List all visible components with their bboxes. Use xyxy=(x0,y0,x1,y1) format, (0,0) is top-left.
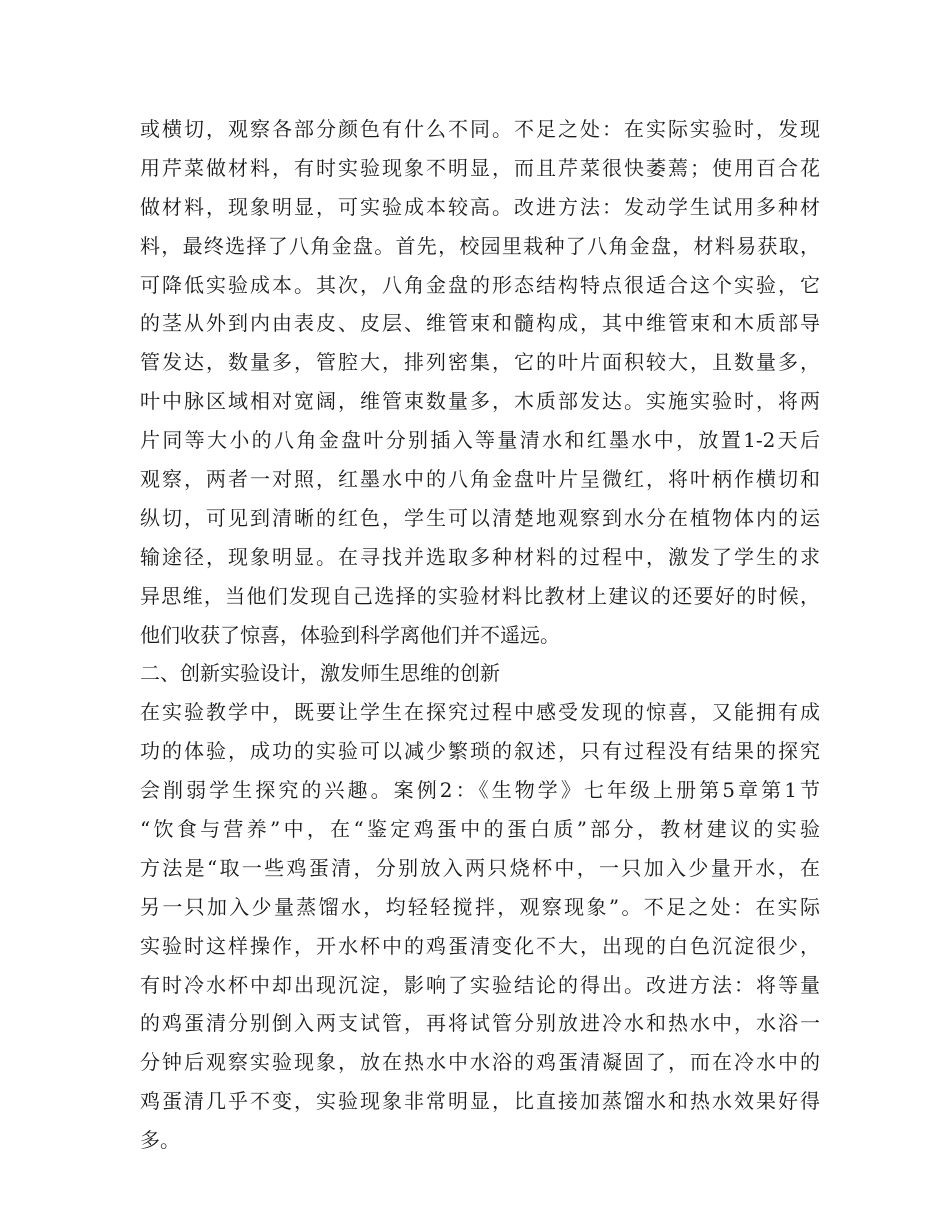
text-line: 观察，两者一对照，红墨水中的八角金盘叶片呈微红，将叶柄作横切和 xyxy=(140,467,820,492)
text-line: “饮食与营养”中，在“鉴定鸡蛋中的蛋白质”部分，教材建议的实验 xyxy=(140,817,820,842)
paragraph-2 xyxy=(140,693,820,1160)
text-line: 另一只加入少量蒸馏水，均轻轻搅拌，观察现象”。不足之处：在实际 xyxy=(140,894,820,919)
text-line: 或横切，观察各部分颜色有什么不同。不足之处：在实际实验时，发现 xyxy=(140,117,820,141)
text-line: 功的体验，成功的实验可以减少繁琐的叙述，只有过程没有结果的探究 xyxy=(140,739,820,764)
section-heading: 二、创新实验设计，激发师生思维的创新 xyxy=(140,661,500,686)
text-line: 有时冷水杯中却出现沉淀，影响了实验结论的得出。改进方法：将等量 xyxy=(140,972,820,997)
text-line: 异思维，当他们发现自己选择的实验材料比教材上建议的还要好的时候， xyxy=(140,583,820,608)
text-line: 的茎从外到内由表皮、皮层、维管束和髓构成，其中维管束和木质部导 xyxy=(140,311,820,336)
text-line: 在实验教学中，既要让学生在探究过程中感受发现的惊喜，又能拥有成 xyxy=(140,700,820,725)
text-line: 分钟后观察实验现象，放在热水中水浴的鸡蛋清凝固了，而在冷水中的 xyxy=(140,1050,820,1075)
text-line: 叶中脉区域相对宽阔，维管束数量多，木质部发达。实施实验时，将两 xyxy=(140,389,820,414)
text-line: 多。 xyxy=(140,1128,180,1153)
text-line: 料，最终选择了八角金盘。首先，校园里栽种了八角金盘，材料易获取， xyxy=(140,233,820,258)
text-line: 用芹菜做材料，有时实验现象不明显，而且芹菜很快萎蔫；使用百合花 xyxy=(140,155,820,180)
text-line: 会削弱学生探究的兴趣。案例2：《生物学》七年级上册第5章第1节 xyxy=(140,778,820,803)
text-line: 管发达，数量多，管腔大，排列密集，它的叶片面积较大，且数量多， xyxy=(140,350,820,375)
text-line: 纵切，可见到清晰的红色，学生可以清楚地观察到水分在植物体内的运 xyxy=(140,505,820,530)
text-line: 做材料，现象明显，可实验成本较高。改进方法：发动学生试用多种材 xyxy=(140,194,820,219)
text-line: 鸡蛋清几乎不变，实验现象非常明显，比直接加蒸馏水和热水效果好得 xyxy=(140,1089,820,1114)
document-body xyxy=(140,110,820,1160)
text-line: 他们收获了惊喜，体验到科学离他们并不遥远。 xyxy=(140,622,560,647)
text-line: 方法是“取一些鸡蛋清，分别放入两只烧杯中，一只加入少量开水，在 xyxy=(140,855,820,880)
text-line: 输途径，现象明显。在寻找并选取多种材料的过程中，激发了学生的求 xyxy=(140,544,820,569)
text-line: 实验时这样操作，开水杯中的鸡蛋清变化不大，出现的白色沉淀很少， xyxy=(140,933,820,958)
text-line: 可降低实验成本。其次，八角金盘的形态结构特点很适合这个实验，它 xyxy=(140,272,820,297)
text-line: 的鸡蛋清分别倒入两支试管，再将试管分别放进冷水和热水中，水浴一 xyxy=(140,1011,820,1036)
text-line: 片同等大小的八角金盘叶分别插入等量清水和红墨水中，放置1-2天后 xyxy=(140,428,820,453)
paragraph-1 xyxy=(140,110,820,654)
